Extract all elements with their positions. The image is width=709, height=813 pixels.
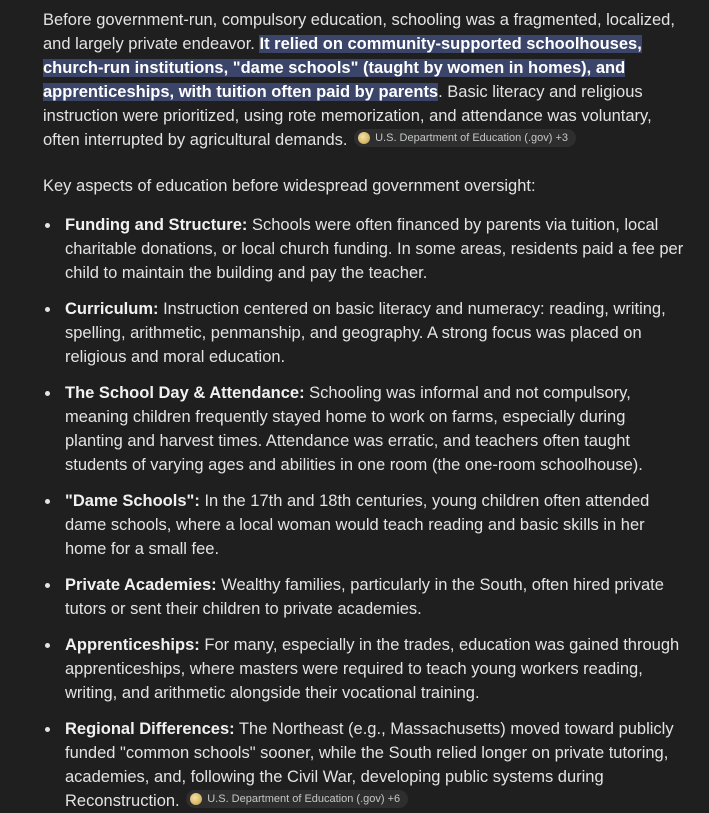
- list-lead-text: Key aspects of education before widespread government oversight:: [43, 177, 536, 195]
- list-item: [43, 381, 685, 477]
- list-item: [43, 633, 685, 705]
- source-chip-label: U.S. Department of Education (.gov) +3: [375, 132, 569, 144]
- list-item-text: The Northeast (e.g., Massachusetts) moved toward publicly funded "common schools" sooner, while the South relied longer on private tutoring, academies, and, following the Civil War, developing public systems during Reconstruction.: [65, 720, 674, 810]
- source-chip[interactable]: [186, 790, 408, 808]
- list-item-text: For many, especially in the trades, education was gained through apprenticeships, where masters were required to teach young workers reading, writing, and arithmetic alongside their vocational training.: [65, 636, 680, 702]
- list-item: [43, 489, 685, 561]
- list-item-text: Wealthy families, particularly in the South, often hired private tutors or sent their children to private academies.: [65, 576, 664, 618]
- list-item-term: The School Day & Attendance:: [65, 384, 305, 402]
- list-item-text: In the 17th and 18th centuries, young children often attended dame schools, where a local woman would teach reading and basic skills in her home for a small fee.: [65, 492, 650, 558]
- intro-text: Before government-run, compulsory education, schooling was a fragmented, localized, and largely private endeavor.: [43, 11, 675, 53]
- list-item-term: Funding and Structure:: [65, 216, 248, 234]
- list-item: [43, 297, 685, 369]
- list-item-term: Private Academies:: [65, 576, 217, 594]
- highlighted-text[interactable]: It relied on community-supported schoolhouses, church-run institutions, "dame schools" (taught by women in homes), and apprenticeships, with tuition often paid by parents: [43, 35, 642, 101]
- source-favicon-icon: [358, 132, 370, 144]
- list-item: [43, 573, 685, 621]
- list-item-text: Schooling was informal and not compulsory, meaning children frequently stayed home to work on farms, especially during planting and harvest times. Attendance was erratic, and teachers often taught students of varying ages and abilities in one room (the one-room schoolhouse).: [65, 384, 643, 474]
- list-item: [43, 717, 685, 813]
- list-item-term: Curriculum:: [65, 300, 159, 318]
- source-chip[interactable]: [354, 129, 576, 147]
- list-item-term: Apprenticeships:: [65, 636, 200, 654]
- source-favicon-icon: [190, 793, 202, 805]
- list-item-term: Regional Differences:: [65, 720, 235, 738]
- list-item-text: Schools were often financed by parents via tuition, local charitable donations, or local church funding. In some areas, residents paid a fee per child to maintain the building and pay the teacher.: [65, 216, 684, 282]
- intro-text-continued: . Basic literacy and religious instruction were prioritized, using rote memorization, and attendance was voluntary, often interrupted by agricultural demands.: [43, 83, 652, 149]
- source-chip-label: U.S. Department of Education (.gov) +6: [207, 793, 401, 805]
- intro-paragraph: [43, 8, 685, 152]
- list-item: [43, 213, 685, 285]
- aspects-list: [43, 213, 685, 813]
- list-item-text: Instruction centered on basic literacy and numeracy: reading, writing, spelling, arithmetic, penmanship, and geography. A strong focus was placed on religious and moral education.: [65, 300, 666, 366]
- list-item-term: "Dame Schools":: [65, 492, 200, 510]
